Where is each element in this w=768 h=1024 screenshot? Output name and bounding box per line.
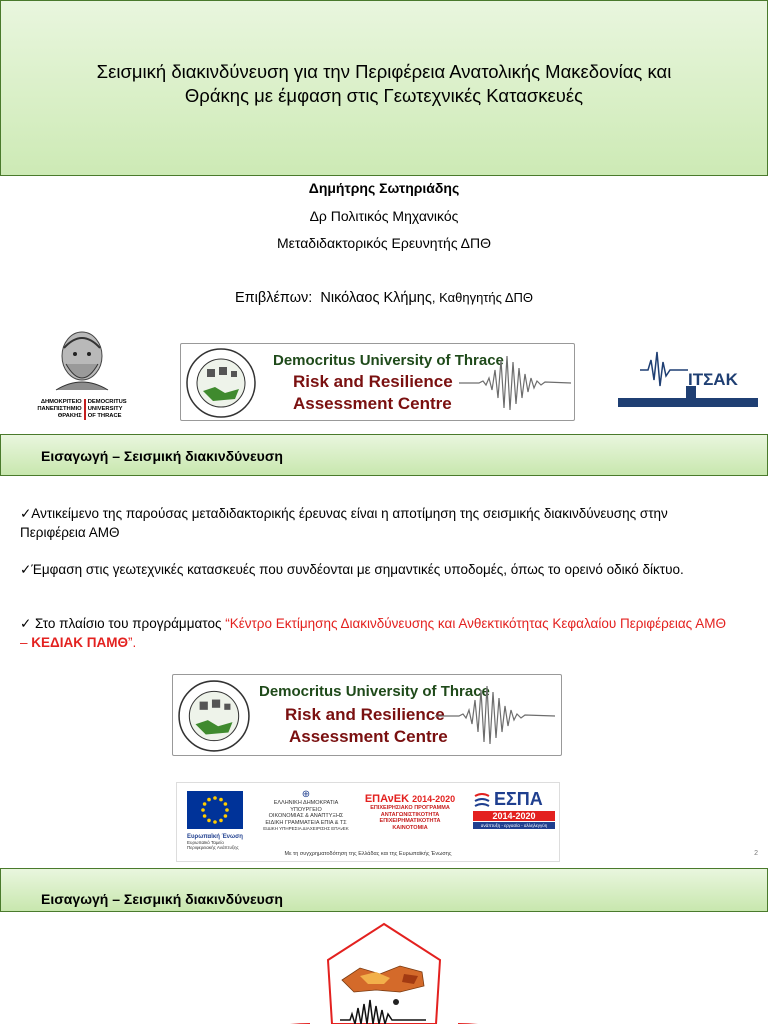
supervisor-name: Νικόλαος Κλήμης xyxy=(320,290,432,306)
author-position: Μεταδιδακτορικός Ερευνητής ΔΠΘ xyxy=(276,235,492,251)
rrac-name-2: Assessment Centre xyxy=(289,727,448,746)
rrac-name-2: Assessment Centre xyxy=(293,394,452,413)
supervisor-title: , Καθηγητής ΔΠΘ xyxy=(431,290,534,305)
eu-logo xyxy=(187,791,247,850)
ministry-text: ΕΛΛΗΝΙΚΗ ΔΗΜΟΚΡΑΤΙΑ ΥΠΟΥΡΓΕΙΟ ΟΙΚΟΝΟΜΙΑΣ & ΑΝΑΠΤΥΞΗΣ ΕΙΔΙΚΗ ΓΡΑΜΜΑΤΕΙΑ ΕΠΙΑ & ΤΣ ΕΙΔΙΚΗ ΥΠΗΡΕΣΙΑ ΔΙΑΧΕΙΡΙΣΗΣ ΕΠΑνΕΚ xyxy=(263,800,349,831)
bullet-2: ✓Έμφαση στις γεωτεχνικές κατασκευές που συνδέονται με σημαντικές υποδομές, όπως το ορεινό οδικό δίκτυο. xyxy=(20,562,684,577)
slide-3-header-band xyxy=(0,868,768,912)
duth-logo-english: DEMOCRITUS UNIVERSITY OF THRACE xyxy=(87,399,127,419)
rrac-university: Democritus University of Thrace xyxy=(259,683,490,700)
eu-label: Ευρωπαϊκή Ένωση xyxy=(187,834,243,840)
title-line-1: Σεισμική διακινδύνευση για την Περιφέρεια Ανατολικής Μακεδονίας και xyxy=(96,61,672,82)
bullet-3-end: ”. xyxy=(127,635,137,650)
rrac-seal-icon xyxy=(185,347,257,419)
funding-banner xyxy=(176,782,560,862)
author-name: Δημήτρης Σωτηριάδης xyxy=(308,180,460,196)
slide-2-header: Εισαγωγή – Σεισμική διακινδύνευση xyxy=(41,448,283,464)
duth-logo xyxy=(26,330,138,426)
slide-1-title xyxy=(20,60,748,108)
slide-3-header: Εισαγωγή – Σεισμική διακινδύνευση xyxy=(41,891,283,907)
supervisor-label: Επιβλέπων: xyxy=(234,290,313,306)
cofund-note: Με τη συγχρηματοδότηση της Ελλάδας και της Ευρωπαϊκής Ένωσης xyxy=(284,851,452,857)
itsak-logo xyxy=(618,346,758,416)
itsak-text: ΙΤΣΑΚ xyxy=(688,370,738,389)
bullet-1: ✓Αντικείμενο της παρούσας μεταδιδακτορικής έρευνας είναι η αποτίμηση της σεισμικής διακινδύνευσης στην Περιφέρεια ΑΜΘ xyxy=(20,506,668,540)
rrac-seal-icon xyxy=(177,679,251,753)
espa-title: ΕΣΠΑ xyxy=(494,789,543,809)
epanek-logo xyxy=(355,793,465,831)
espa-waves-icon xyxy=(473,791,491,809)
eu-flag-icon xyxy=(187,791,243,829)
hellenic-emblem-icon: ⊕ xyxy=(301,789,311,800)
rrac-name-1: Risk and Resilience xyxy=(293,372,453,391)
epanek-years: 2014-2020 xyxy=(412,794,456,804)
bullet-3-prefix: ✓ Στο πλαίσιο του προγράμματος xyxy=(20,616,226,631)
bullet-3-acronym: ΚΕΔΙΑΚ ΠΑΜΘ xyxy=(31,635,128,650)
hazard-map-graphic xyxy=(200,920,568,1024)
seismogram-icon xyxy=(435,680,555,752)
author-degree: Δρ Πολιτικός Μηχανικός xyxy=(309,208,459,224)
slide-2 xyxy=(0,432,768,862)
slide-1 xyxy=(0,0,768,430)
epanek-title: ΕΠΑνΕΚ xyxy=(364,793,410,805)
bullet-3-program: “Κέντρο Εκτίμησης Διακινδύνευσης και Ανθεκτικότητας Κεφαλαίου Περιφέρειας ΑΜΘ – xyxy=(20,616,726,650)
rrac-name-1: Risk and Resilience xyxy=(285,705,445,724)
eu-sub: Ευρωπαϊκό Ταμείο Περιφερειακής Ανάπτυξης xyxy=(187,840,239,850)
rrac-logo-2 xyxy=(172,674,562,756)
democritus-head-icon xyxy=(26,330,138,392)
supervisor-line xyxy=(0,290,768,306)
page-number: 2 xyxy=(754,850,758,857)
ministry-logo xyxy=(261,789,351,833)
slide-2-header-band xyxy=(0,434,768,476)
duth-logo-greek: ΔΗΜΟΚΡΙΤΕΙΟ ΠΑΝΕΠΙΣΤΗΜΙΟ ΘΡΑΚΗΣ xyxy=(37,399,82,419)
epanek-text: ΕΠΙΧΕΙΡΗΣΙΑΚΟ ΠΡΟΓΡΑΜΜΑ ΑΝΤΑΓΩΝΙΣΤΙΚΟΤΗΤΑ ΕΠΙΧΕΙΡΗΜΑΤΙΚΟΤΗΤΑ ΚΑΙΝΟΤΟΜΙΑ xyxy=(370,805,450,831)
slide-3 xyxy=(0,866,768,1024)
seismogram-icon xyxy=(459,348,571,418)
rrac-logo xyxy=(180,343,575,421)
bullet-3 xyxy=(20,614,728,652)
title-line-2: Θράκης με έμφαση στις Γεωτεχνικές Κατασκευές xyxy=(184,85,584,106)
espa-years: 2014-2020 xyxy=(473,811,555,821)
espa-logo xyxy=(473,789,555,829)
rrac-university: Democritus University of Thrace xyxy=(273,352,504,369)
espa-slogan: ανάπτυξη - εργασία - αλληλεγγύη xyxy=(473,822,555,829)
